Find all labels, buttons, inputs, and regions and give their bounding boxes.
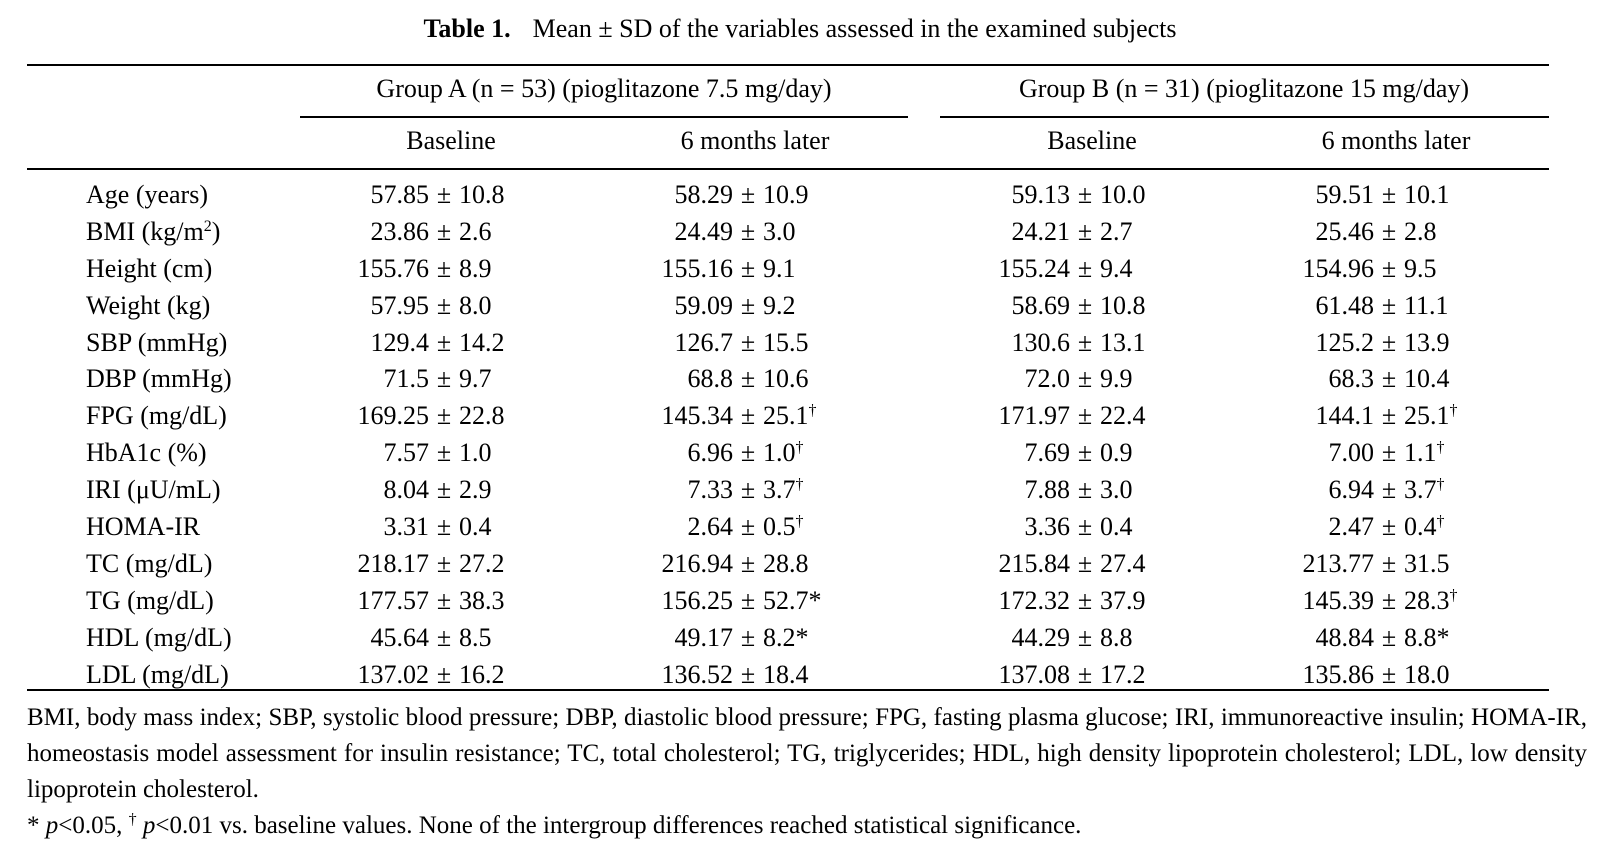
value-cell <box>583 325 873 361</box>
sd-value: 37.9 <box>1100 585 1146 615</box>
plus-minus-sign: ± <box>740 253 756 283</box>
significance-mark: † <box>1449 402 1458 420</box>
significance-mark: † <box>808 402 817 420</box>
table-row <box>0 657 1600 694</box>
mean-value: 8.04 <box>383 475 429 505</box>
plus-minus-sign: ± <box>1381 622 1397 652</box>
plus-minus-sign: ± <box>1077 548 1093 578</box>
mean-value: 7.69 <box>1024 438 1070 468</box>
row-variable: HOMA-IR <box>86 512 201 542</box>
table-row <box>0 398 1600 435</box>
mean-value: 6.94 <box>1328 475 1374 505</box>
sig-p1: p <box>45 812 59 839</box>
plus-minus-sign: ± <box>436 475 452 505</box>
value-cell <box>1224 214 1514 250</box>
mean-value: 48.84 <box>1315 622 1374 652</box>
row-variable: DBP (mmHg) <box>86 364 232 394</box>
mean-value: 45.64 <box>370 622 429 652</box>
sd-value: 9.7 <box>459 364 492 394</box>
group-a-header: Group A (n = 53) (pioglitazone 7.5 mg/day) <box>376 74 832 103</box>
value-cell <box>279 251 569 287</box>
mean-value: 169.25 <box>357 401 429 431</box>
value-cell <box>583 620 873 656</box>
row-variable: SBP (mmHg) <box>86 327 228 357</box>
value-cell <box>1224 435 1514 471</box>
value-cell <box>920 361 1210 397</box>
mean-value: 57.95 <box>370 290 429 320</box>
value-cell <box>1224 361 1514 397</box>
mean-value: 136.52 <box>661 659 733 689</box>
sig-lt1: <0.05, <box>58 812 129 839</box>
sd-value: 9.2 <box>763 290 796 320</box>
plus-minus-sign: ± <box>740 327 756 357</box>
row-variable: FPG (mg/dL) <box>86 401 227 431</box>
group-b-underline <box>940 116 1549 118</box>
sd-value: 9.1 <box>763 253 796 283</box>
mean-value: 59.51 <box>1315 180 1374 209</box>
sd-value: 27.4 <box>1100 548 1146 578</box>
plus-minus-sign: ± <box>1381 401 1397 431</box>
value-cell <box>920 214 1210 250</box>
plus-minus-sign: ± <box>1381 585 1397 615</box>
sd-value: 10.4 <box>1404 364 1450 394</box>
sd-value: 15.5 <box>763 327 809 357</box>
value-cell <box>1224 251 1514 287</box>
sd-value: 31.5 <box>1404 548 1450 578</box>
plus-minus-sign: ± <box>436 364 452 394</box>
table-row <box>0 472 1600 509</box>
value-cell <box>1224 657 1514 693</box>
group-a-underline <box>300 116 908 118</box>
subheader-b-baseline: Baseline <box>1047 126 1137 155</box>
plus-minus-sign: ± <box>740 290 756 320</box>
plus-minus-sign: ± <box>436 216 452 246</box>
mean-value: 145.34 <box>661 401 733 431</box>
mean-value: 177.57 <box>357 585 429 615</box>
value-cell <box>279 435 569 471</box>
plus-minus-sign: ± <box>436 327 452 357</box>
sd-value: 0.4† <box>1404 512 1445 542</box>
value-cell <box>1224 325 1514 361</box>
mean-value: 57.85 <box>370 180 429 209</box>
mean-value: 129.4 <box>370 327 429 357</box>
sd-value: 10.0 <box>1100 180 1146 209</box>
sd-value: 10.8 <box>459 180 505 209</box>
plus-minus-sign: ± <box>740 585 756 615</box>
value-cell <box>279 398 569 434</box>
sd-value: 2.8 <box>1404 216 1437 246</box>
mean-value: 156.25 <box>661 585 733 615</box>
sd-value: 11.1 <box>1404 290 1449 320</box>
plus-minus-sign: ± <box>1381 659 1397 689</box>
sd-value: 2.6 <box>459 216 492 246</box>
mean-value: 126.7 <box>674 327 733 357</box>
plus-minus-sign: ± <box>740 401 756 431</box>
mean-value: 218.17 <box>357 548 429 578</box>
header-bottom-rule <box>27 168 1549 170</box>
sd-value: 27.2 <box>459 548 505 578</box>
table-row <box>0 361 1600 398</box>
sd-value: 18.4 <box>763 659 809 689</box>
value-cell <box>920 509 1210 545</box>
plus-minus-sign: ± <box>1381 253 1397 283</box>
row-variable: TC (mg/dL) <box>86 548 213 578</box>
group-b-header: Group B (n = 31) (pioglitazone 15 mg/day) <box>1018 74 1470 103</box>
value-cell <box>920 288 1210 324</box>
plus-minus-sign: ± <box>1077 475 1093 505</box>
mean-value: 155.76 <box>357 253 429 283</box>
table-row <box>0 214 1600 251</box>
plus-minus-sign: ± <box>436 548 452 578</box>
value-cell <box>920 546 1210 582</box>
plus-minus-sign: ± <box>740 438 756 468</box>
value-cell <box>920 583 1210 619</box>
mean-value: 2.64 <box>687 512 733 542</box>
plus-minus-sign: ± <box>1381 216 1397 246</box>
plus-minus-sign: ± <box>1077 438 1093 468</box>
sd-value: 3.7† <box>1404 475 1445 505</box>
table-row <box>0 620 1600 657</box>
value-cell <box>583 251 873 287</box>
value-cell <box>920 472 1210 508</box>
sig-rest: <0.01 vs. baseline values. None of the intergroup differences reached statistical significance. <box>155 812 1082 839</box>
value-cell <box>1224 288 1514 324</box>
plus-minus-sign: ± <box>436 585 452 615</box>
mean-value: 145.39 <box>1302 585 1374 615</box>
value-cell <box>279 177 569 213</box>
value-cell <box>1224 546 1514 582</box>
table-title: Mean ± SD of the variables assessed in the examined subjects <box>532 14 1177 43</box>
plus-minus-sign: ± <box>1077 216 1093 246</box>
sd-value: 13.9 <box>1404 327 1450 357</box>
row-variable: Age (years) <box>86 180 208 209</box>
value-cell <box>279 509 569 545</box>
plus-minus-sign: ± <box>1077 290 1093 320</box>
plus-minus-sign: ± <box>1381 475 1397 505</box>
mean-value: 155.24 <box>998 253 1070 283</box>
value-cell <box>583 472 873 508</box>
mean-value: 24.21 <box>1011 216 1070 246</box>
significance-mark: † <box>795 476 804 494</box>
table-row <box>0 325 1600 362</box>
value-cell <box>279 546 569 582</box>
row-variable: BMI $(kg/m^2)$ <box>86 216 221 246</box>
value-cell <box>920 325 1210 361</box>
mean-value: 59.13 <box>1011 180 1070 209</box>
plus-minus-sign: ± <box>1077 622 1093 652</box>
subheader-a-baseline: Baseline <box>406 126 496 155</box>
sd-value: 9.5 <box>1404 253 1437 283</box>
mean-value: 72.0 <box>1024 364 1070 394</box>
significance-mark: † <box>1436 476 1445 494</box>
mean-value: 24.49 <box>674 216 733 246</box>
sd-value: 8.5 <box>459 622 492 652</box>
value-cell <box>1224 509 1514 545</box>
significance-mark: † <box>1436 513 1445 531</box>
table-caption <box>0 12 1600 46</box>
plus-minus-sign: ± <box>1077 253 1093 283</box>
plus-minus-sign: ± <box>436 290 452 320</box>
significance-mark: † <box>1436 439 1445 457</box>
plus-minus-sign: ± <box>740 512 756 542</box>
plus-minus-sign: ± <box>436 180 452 209</box>
sd-value: 8.2* <box>763 622 809 652</box>
sd-value: 10.1 <box>1404 180 1450 209</box>
mean-value: 6.96 <box>687 438 733 468</box>
row-variable: LDL (mg/dL) <box>86 659 229 689</box>
abbreviation-note: BMI, body mass index; SBP, systolic blood pressure; DBP, diastolic blood pressure; FPG, fasting plasma glucose; IRI, immunoreactive insulin; HOMA-IR, homeostasis model assessment for insulin resistance; TC, total cholesterol; TG, triglycerides; HDL, high density lipoprotein cholesterol; LDL, low density lipoprotein cholesterol. <box>27 704 1587 803</box>
mean-value: 7.57 <box>383 438 429 468</box>
plus-minus-sign: ± <box>740 216 756 246</box>
plus-minus-sign: ± <box>740 475 756 505</box>
value-cell <box>1224 472 1514 508</box>
plus-minus-sign: ± <box>1381 290 1397 320</box>
mean-value: 3.36 <box>1024 512 1070 542</box>
row-variable: HbA1c (%) <box>86 438 207 468</box>
sd-value: 8.8* <box>1404 622 1450 652</box>
mean-value: 58.69 <box>1011 290 1070 320</box>
mean-value: 3.31 <box>383 512 429 542</box>
mean-value: 144.1 <box>1315 401 1374 431</box>
plus-minus-sign: ± <box>1077 512 1093 542</box>
sd-value: 10.9 <box>763 180 809 209</box>
value-cell <box>279 657 569 693</box>
value-cell <box>583 583 873 619</box>
value-cell <box>583 288 873 324</box>
plus-minus-sign: ± <box>436 512 452 542</box>
significance-note <box>27 808 1587 844</box>
sd-value: 22.4 <box>1100 401 1146 431</box>
sig-dagger: † <box>128 811 137 828</box>
plus-minus-sign: ± <box>740 180 756 209</box>
significance-mark: † <box>795 439 804 457</box>
value-cell <box>583 177 873 213</box>
row-variable: Height (cm) <box>86 253 213 283</box>
value-cell <box>583 509 873 545</box>
value-cell <box>1224 620 1514 656</box>
plus-minus-sign: ± <box>436 253 452 283</box>
plus-minus-sign: ± <box>436 622 452 652</box>
mean-value: 68.8 <box>687 364 733 394</box>
value-cell <box>279 361 569 397</box>
table-body <box>0 177 1600 693</box>
mean-value: 137.02 <box>357 659 429 689</box>
top-rule <box>27 64 1549 66</box>
value-cell <box>279 325 569 361</box>
row-variable: HDL (mg/dL) <box>86 622 232 652</box>
plus-minus-sign: ± <box>1077 180 1093 209</box>
mean-value: 7.33 <box>687 475 733 505</box>
plus-minus-sign: ± <box>436 401 452 431</box>
sd-value: 8.0 <box>459 290 492 320</box>
sd-value: 3.0 <box>763 216 796 246</box>
bottom-rule <box>27 689 1549 691</box>
plus-minus-sign: ± <box>1077 401 1093 431</box>
mean-value: 135.86 <box>1302 659 1374 689</box>
table-row <box>0 251 1600 288</box>
table-row <box>0 509 1600 546</box>
plus-minus-sign: ± <box>740 659 756 689</box>
value-cell <box>583 435 873 471</box>
significance-mark: † <box>795 513 804 531</box>
value-cell <box>583 657 873 693</box>
sd-value: 14.2 <box>459 327 505 357</box>
value-cell <box>583 361 873 397</box>
sd-value: 38.3 <box>459 585 505 615</box>
sd-value: 16.2 <box>459 659 505 689</box>
mean-value: 25.46 <box>1315 216 1374 246</box>
table-row <box>0 177 1600 214</box>
plus-minus-sign: ± <box>1381 364 1397 394</box>
sd-value: 0.9 <box>1100 438 1133 468</box>
sd-value: 0.4 <box>459 512 492 542</box>
plus-minus-sign: ± <box>1381 548 1397 578</box>
mean-value: 68.3 <box>1328 364 1374 394</box>
value-cell <box>920 620 1210 656</box>
sd-value: 10.6 <box>763 364 809 394</box>
plus-minus-sign: ± <box>1381 327 1397 357</box>
value-cell <box>920 177 1210 213</box>
sd-value: 0.5† <box>763 512 804 542</box>
table-row <box>0 288 1600 325</box>
mean-value: 7.88 <box>1024 475 1070 505</box>
value-cell <box>279 472 569 508</box>
sd-value: 3.0 <box>1100 475 1133 505</box>
value-cell <box>920 435 1210 471</box>
sd-value: 1.0 <box>459 438 492 468</box>
sd-value: 1.0† <box>763 438 804 468</box>
table-label: Table 1. <box>423 14 511 43</box>
mean-value: 49.17 <box>674 622 733 652</box>
table-footnotes <box>27 700 1587 844</box>
row-variable: TG (mg/dL) <box>86 585 214 615</box>
row-variable: Weight (kg) <box>86 290 211 320</box>
mean-value: 125.2 <box>1315 327 1374 357</box>
sd-value: 10.8 <box>1100 290 1146 320</box>
sd-value: 28.3† <box>1404 585 1458 615</box>
plus-minus-sign: ± <box>740 548 756 578</box>
value-cell <box>1224 583 1514 619</box>
table-row <box>0 546 1600 583</box>
plus-minus-sign: ± <box>1077 327 1093 357</box>
value-cell <box>583 398 873 434</box>
plus-minus-sign: ± <box>1077 659 1093 689</box>
plus-minus-sign: ± <box>436 659 452 689</box>
mean-value: 137.08 <box>998 659 1070 689</box>
value-cell <box>279 583 569 619</box>
sd-value: 1.1† <box>1404 438 1445 468</box>
mean-value: 71.5 <box>383 364 429 394</box>
subheader-b-6months: 6 months later <box>1321 126 1471 155</box>
sd-value: 8.9 <box>459 253 492 283</box>
sd-value: 17.2 <box>1100 659 1146 689</box>
sd-value: 25.1† <box>763 401 817 431</box>
sig-p2: p <box>142 812 156 839</box>
sd-value: 52.7* <box>763 585 822 615</box>
value-cell <box>279 214 569 250</box>
table-row <box>0 583 1600 620</box>
mean-value: 7.00 <box>1328 438 1374 468</box>
mean-value: 172.32 <box>998 585 1070 615</box>
value-cell <box>920 657 1210 693</box>
value-cell <box>279 620 569 656</box>
sd-value: 3.7† <box>763 475 804 505</box>
mean-value: 154.96 <box>1302 253 1374 283</box>
mean-value: 2.47 <box>1328 512 1374 542</box>
value-cell <box>920 398 1210 434</box>
sd-value: 28.8 <box>763 548 809 578</box>
plus-minus-sign: ± <box>1381 512 1397 542</box>
sd-value: 8.8 <box>1100 622 1133 652</box>
mean-value: 23.86 <box>370 216 429 246</box>
value-cell <box>583 214 873 250</box>
value-cell <box>1224 177 1514 213</box>
mean-value: 216.94 <box>661 548 733 578</box>
value-cell <box>583 546 873 582</box>
row-variable: IRI (μU/mL) <box>86 475 221 505</box>
plus-minus-sign: ± <box>1381 180 1397 209</box>
plus-minus-sign: ± <box>1077 585 1093 615</box>
plus-minus-sign: ± <box>1381 438 1397 468</box>
sd-value: 13.1 <box>1100 327 1146 357</box>
sig-star: * <box>27 812 40 839</box>
sd-value: 9.9 <box>1100 364 1133 394</box>
plus-minus-sign: ± <box>740 622 756 652</box>
mean-value: 44.29 <box>1011 622 1070 652</box>
sd-value: 2.7 <box>1100 216 1133 246</box>
value-cell <box>279 288 569 324</box>
mean-value: 130.6 <box>1011 327 1070 357</box>
sd-value: 22.8 <box>459 401 505 431</box>
sd-value: 9.4 <box>1100 253 1133 283</box>
subheader-a-6months: 6 months later <box>680 126 830 155</box>
mean-value: 61.48 <box>1315 290 1374 320</box>
mean-value: 58.29 <box>674 180 733 209</box>
significance-mark: † <box>1449 586 1458 604</box>
mean-value: 155.16 <box>661 253 733 283</box>
mean-value: 213.77 <box>1302 548 1374 578</box>
plus-minus-sign: ± <box>1077 364 1093 394</box>
table-row <box>0 435 1600 472</box>
plus-minus-sign: ± <box>436 438 452 468</box>
sd-value: 2.9 <box>459 475 492 505</box>
plus-minus-sign: ± <box>740 364 756 394</box>
mean-value: 171.97 <box>998 401 1070 431</box>
sd-value: 25.1† <box>1404 401 1458 431</box>
value-cell <box>920 251 1210 287</box>
value-cell <box>1224 398 1514 434</box>
sd-value: 0.4 <box>1100 512 1133 542</box>
mean-value: 215.84 <box>998 548 1070 578</box>
sd-value: 18.0 <box>1404 659 1450 689</box>
mean-value: 59.09 <box>674 290 733 320</box>
